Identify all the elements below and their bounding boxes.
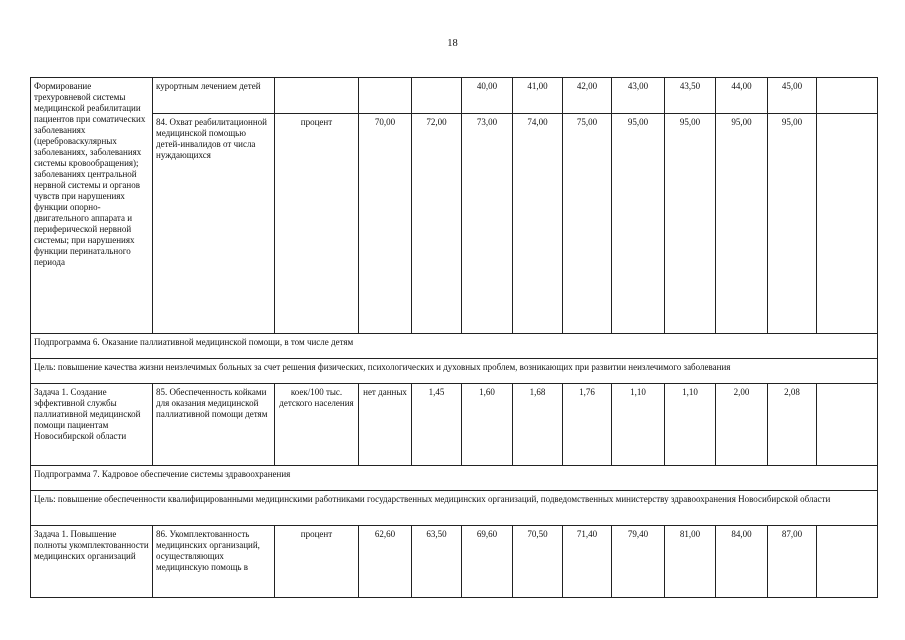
indicator-cell: 85. Обеспеченность койками для оказания медицинской паллиативной помощи детям: [153, 384, 275, 466]
value-cell: [817, 384, 878, 466]
table-row: [31, 491, 878, 526]
value-cell: 43,00: [612, 78, 665, 114]
table-row: [31, 114, 878, 334]
value-cell: 70,00: [359, 114, 412, 334]
value-cell: 40,00: [462, 78, 513, 114]
value-cell: 1,68: [513, 384, 563, 466]
value-cell: 70,50: [513, 526, 563, 598]
value-cell: [817, 114, 878, 334]
task-cell: Формирование трехуровневой системы медицинской реабилитации пациентов при соматических заболеваниях (цереброваскулярных заболеваниях, заболеваниях системы кровообращения); заболеваниях центральной нервной системы и органов чувств при нарушениях функции опорно-двигательного аппарата и периферической нервной системы; при нарушениях функции перинатального периода: [31, 78, 153, 334]
table-row: [31, 359, 878, 384]
value-cell: 1,76: [563, 384, 612, 466]
table-row: [31, 78, 878, 114]
table-row: [31, 384, 878, 466]
value-cell: 81,00: [665, 526, 716, 598]
value-cell: 62,60: [359, 526, 412, 598]
value-cell: 87,00: [768, 526, 817, 598]
indicator-cell: 86. Укомплектованность медицинских организаций, осуществляющих медицинскую помощь в: [153, 526, 275, 598]
value-cell: 45,00: [768, 78, 817, 114]
value-cell: 1,45: [412, 384, 462, 466]
task-cell: Задача 1. Повышение полноты укомплектованности медицинских организаций: [31, 526, 153, 598]
value-cell: [412, 78, 462, 114]
value-cell: 1,10: [665, 384, 716, 466]
page-number: 18: [447, 38, 458, 49]
value-cell: 75,00: [563, 114, 612, 334]
value-cell: 73,00: [462, 114, 513, 334]
value-cell: [817, 526, 878, 598]
value-cell: 84,00: [716, 526, 768, 598]
subprogram-heading: Подпрограмма 6. Оказание паллиативной медицинской помощи, в том числе детям: [31, 334, 878, 359]
value-cell: 71,40: [563, 526, 612, 598]
goal-text: Цель: повышение качества жизни неизлечимых больных за счет решения физических, психологических и духовных проблем, возникающих при развитии неизлечимого заболевания: [31, 359, 878, 384]
value-cell: 74,00: [513, 114, 563, 334]
value-cell: 44,00: [716, 78, 768, 114]
unit-cell: коек/100 тыс. детского населения: [275, 384, 359, 466]
value-cell: 43,50: [665, 78, 716, 114]
goal-text: Цель: повышение обеспеченности квалифицированными медицинскими работниками государственных медицинских организаций, подведомственных министерству здравоохранения Новосибирской области: [31, 491, 878, 526]
value-cell: 42,00: [563, 78, 612, 114]
unit-cell: процент: [275, 526, 359, 598]
value-cell: 95,00: [768, 114, 817, 334]
indicators-table: [30, 77, 878, 598]
subprogram-heading: Подпрограмма 7. Кадровое обеспечение системы здравоохранения: [31, 466, 878, 491]
value-cell: 63,50: [412, 526, 462, 598]
value-cell: 41,00: [513, 78, 563, 114]
value-cell: 95,00: [612, 114, 665, 334]
unit-cell: процент: [275, 114, 359, 334]
value-cell: [817, 78, 878, 114]
table-row: [31, 334, 878, 359]
table-row: [31, 466, 878, 491]
value-cell: 1,60: [462, 384, 513, 466]
unit-cell: [275, 78, 359, 114]
value-cell: 79,40: [612, 526, 665, 598]
task-cell: Задача 1. Создание эффективной службы паллиативной медицинской помощи пациентам Новосибирской области: [31, 384, 153, 466]
value-cell: [359, 78, 412, 114]
indicator-cell: курортным лечением детей: [153, 78, 275, 114]
value-cell: 72,00: [412, 114, 462, 334]
value-cell: 95,00: [716, 114, 768, 334]
value-cell: 69,60: [462, 526, 513, 598]
value-cell: 1,10: [612, 384, 665, 466]
value-cell: 95,00: [665, 114, 716, 334]
value-cell: 2,00: [716, 384, 768, 466]
value-cell: 2,08: [768, 384, 817, 466]
indicator-cell: 84. Охват реабилитационной медицинской помощью детей-инвалидов от числа нуждающихся: [153, 114, 275, 334]
value-cell: нет данных: [359, 384, 412, 466]
table-row: [31, 526, 878, 598]
